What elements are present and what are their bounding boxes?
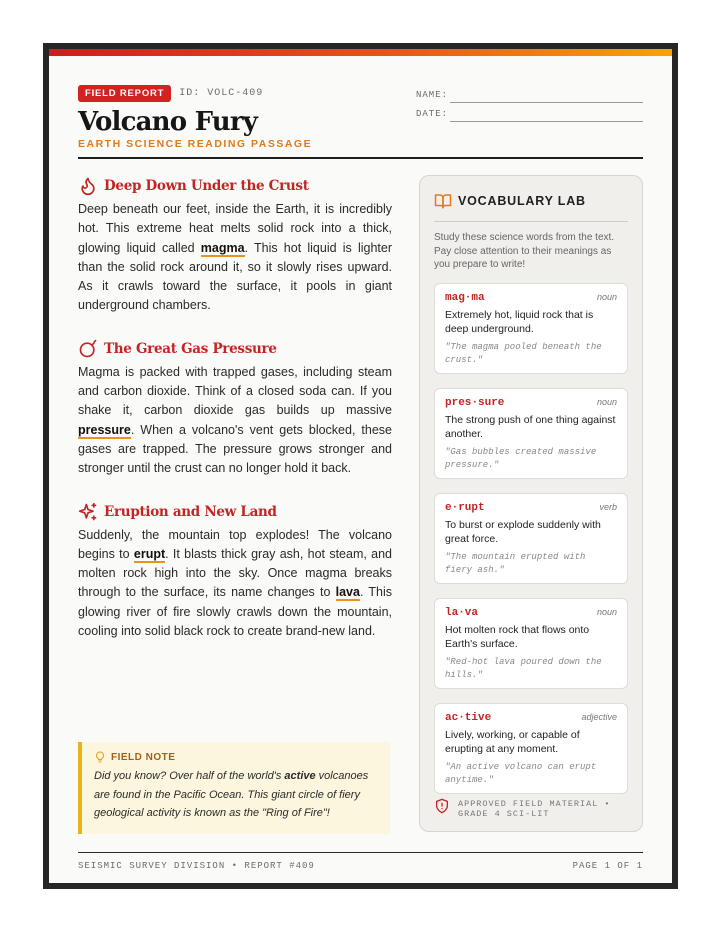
- vocab-example: "The mountain erupted with fiery ash.": [445, 551, 586, 575]
- name-field[interactable]: [416, 87, 643, 106]
- worksheet-page: [49, 49, 672, 883]
- footer-page-number: PAGE 1 OF 1: [572, 861, 643, 871]
- vocab-word: e·rupt: [445, 501, 485, 514]
- field-report-badge: FIELD REPORT: [78, 85, 171, 102]
- footer-division: SEISMIC SURVEY DIVISION • REPORT #409: [78, 861, 315, 871]
- section-eruption: [78, 501, 392, 642]
- name-line[interactable]: [450, 102, 643, 103]
- section-paragraph: [78, 526, 392, 642]
- paragraph-text: . This hot liquid is lighter than the solid rock around it, so it slowly rises upward. As it crawls toward the surface, it pools in giant underground chambers.: [78, 240, 392, 313]
- page-frame: [43, 43, 678, 889]
- note-text: volcanoes are found in the Pacific Ocean. This giant circle of fiery geological activity is known as the "Ring of Fire"!: [94, 770, 369, 819]
- approved-text: APPROVED FIELD MATERIAL • GRADE 4 SCI-LIT: [458, 799, 611, 819]
- vocab-definition: Lively, working, or capable of erupting at any moment.: [445, 728, 580, 755]
- vocab-word: ac·tive: [445, 711, 492, 724]
- section-heading: [78, 338, 392, 360]
- field-note: [78, 742, 390, 834]
- page-subtitle: EARTH SCIENCE READING PASSAGE: [78, 138, 313, 150]
- paragraph-text: Deep beneath our feet, inside the Earth, it is incredibly hot. This extreme heat melts solid rock into a thick, glowing liquid called: [78, 202, 392, 255]
- vocab-word: la·va: [445, 606, 479, 619]
- vocab-example: "An active volcano can erupt anytime.": [445, 761, 597, 785]
- document-id: ID: VOLC-409: [179, 88, 264, 100]
- field-note-label: FIELD NOTE: [111, 751, 176, 763]
- vocabulary-lab: [419, 175, 643, 832]
- note-text: Did you know? Over half of the world's: [94, 770, 285, 782]
- section-pressure: [78, 338, 392, 479]
- keyword-pressure: pressure: [78, 422, 131, 437]
- section-title: Deep Down Under the Crust: [104, 178, 309, 194]
- field-note-text: [94, 767, 380, 823]
- vocab-definition: Hot molten rock that flows onto Earth's surface.: [445, 623, 590, 650]
- keyword-active: active: [284, 770, 316, 782]
- footer-divider: [78, 852, 643, 853]
- vocab-divider: [434, 221, 628, 222]
- lightbulb-icon: [94, 751, 106, 763]
- paragraph-text: . It blasts thick gray ash, hot steam, and molten rock high into the sky. Once magma breaks through to the surface, its name changes to: [78, 546, 392, 600]
- page-title: Volcano Fury: [78, 107, 258, 137]
- sparkles-icon: [78, 502, 98, 522]
- vocab-card: [434, 493, 628, 584]
- paragraph-text: Suddenly, the mountain top explodes! The volcano begins to: [78, 527, 392, 561]
- keyword-erupt: erupt: [133, 546, 166, 561]
- part-of-speech: noun: [596, 396, 617, 407]
- student-fields: [416, 87, 643, 125]
- date-line[interactable]: [450, 121, 643, 122]
- paragraph-text: Magma is packed with trapped gases, including steam and carbon dioxide. Think of a closed soda can. If you shake it, carbon dioxide gas builds up massive: [78, 364, 392, 418]
- field-note-heading: [94, 751, 380, 763]
- bomb-icon: [78, 339, 98, 359]
- date-field[interactable]: [416, 106, 643, 125]
- vocab-heading: [434, 190, 628, 212]
- paragraph-text: . This glowing river of fire slowly crawls down the mountain, cooling into solid black rock to create brand-new land.: [78, 585, 392, 639]
- vocab-definition: To burst or explode suddenly with great force.: [445, 518, 601, 545]
- keyword-magma: magma: [200, 240, 245, 255]
- section-heading: [78, 501, 392, 523]
- part-of-speech: noun: [596, 606, 617, 617]
- section-title: The Great Gas Pressure: [104, 340, 277, 357]
- vocab-title: VOCABULARY LAB: [458, 194, 586, 208]
- reading-passage: [78, 175, 392, 663]
- vocab-card: [434, 703, 628, 794]
- header-divider: [78, 157, 643, 159]
- vocab-definition: Extremely hot, liquid rock that is deep underground.: [445, 308, 594, 335]
- vocab-definition: The strong push of one thing against another.: [445, 413, 616, 440]
- vocab-card: [434, 283, 628, 374]
- vocab-word: pres·sure: [445, 396, 505, 409]
- book-icon: [434, 192, 452, 210]
- vocab-example: "The magma pooled beneath the crust.": [445, 341, 602, 365]
- vocab-example: "Gas bubbles created massive pressure.": [445, 446, 597, 470]
- flame-icon: [78, 176, 98, 196]
- section-paragraph: [78, 200, 392, 316]
- section-paragraph: [78, 363, 392, 479]
- section-title: Eruption and New Land: [104, 503, 277, 520]
- paragraph-text: . When a volcano's vent gets blocked, these gases are trapped. The pressure grows stronger and stronger until the crust can no longer hold it back.: [78, 422, 392, 476]
- part-of-speech: verb: [599, 501, 617, 512]
- keyword-lava: lava: [335, 585, 360, 600]
- approved-stamp: [434, 799, 628, 819]
- footer: [78, 861, 643, 871]
- top-gradient-bar: [49, 49, 672, 56]
- part-of-speech: noun: [596, 291, 617, 302]
- vocab-card: [434, 388, 628, 479]
- section-heading: [78, 175, 392, 197]
- section-crust: [78, 175, 392, 316]
- date-label: DATE:: [416, 109, 449, 119]
- header: [78, 85, 312, 150]
- shield-alert-icon: [434, 798, 450, 814]
- vocab-intro: Study these science words from the text. Pay close attention to their meanings as you prepare to write!: [434, 232, 615, 270]
- vocab-example: "Red-hot lava poured down the hills.": [445, 656, 602, 680]
- name-label: NAME:: [416, 90, 449, 100]
- vocab-word: mag·ma: [445, 291, 485, 304]
- part-of-speech: adjective: [581, 711, 617, 722]
- vocab-card: [434, 598, 628, 689]
